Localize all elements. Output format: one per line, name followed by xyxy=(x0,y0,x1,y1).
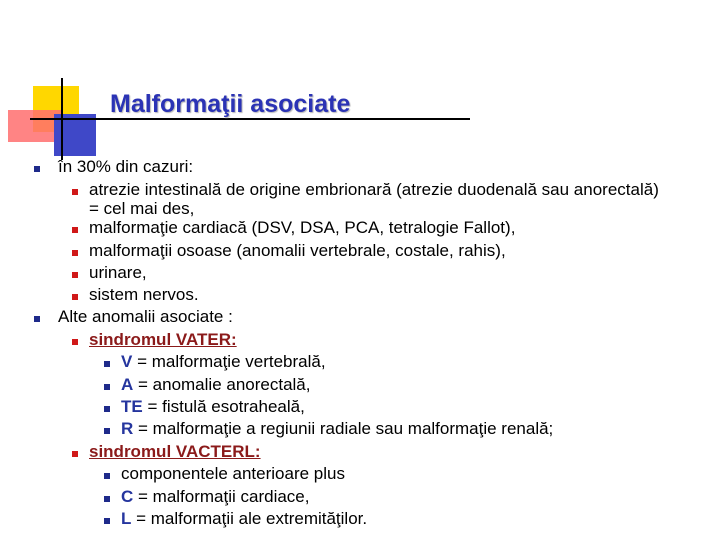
acronym-letter: V xyxy=(121,352,133,371)
list-item-text: = malformaţie a regiunii radiale sau malformaţie renală; xyxy=(133,419,554,438)
bullet-icon xyxy=(34,166,40,172)
list-item-level2: malformaţie cardiacă (DSV, DSA, PCA, tetralogie Fallot), xyxy=(89,218,516,237)
bullet-icon xyxy=(72,227,78,233)
bullet-icon xyxy=(104,384,110,390)
bullet-icon xyxy=(72,272,78,278)
list-item-level2: malformaţii osoase (anomalii vertebrale, costale, rahis), xyxy=(89,241,506,260)
list-item-level2: atrezie intestinală de origine embrionară (atrezie duodenală sau anorectală) xyxy=(89,180,659,199)
syndrome-heading-vacterl: sindromul VACTERL: xyxy=(89,442,261,461)
bullet-icon xyxy=(72,250,78,256)
list-item-text: = malformaţie vertebrală, xyxy=(132,352,326,371)
list-item-level3 xyxy=(121,352,326,372)
bullet-icon xyxy=(72,189,78,195)
list-item-level2: sistem nervos. xyxy=(89,285,199,304)
bullet-icon xyxy=(104,496,110,502)
list-item-level1: în 30% din cazuri: xyxy=(58,157,194,176)
list-item-level3 xyxy=(121,509,367,529)
list-item-level3: componentele anterioare plus xyxy=(121,464,345,483)
bullet-icon xyxy=(104,361,110,367)
list-item-text: = malformaţii ale extremităţilor. xyxy=(131,509,368,528)
page-title: Malformaţii asociate xyxy=(110,90,351,118)
bullet-icon xyxy=(34,316,40,322)
bullet-icon xyxy=(104,428,110,434)
list-item-text: = fistulă esotraheală, xyxy=(142,397,305,416)
list-item-level1: Alte anomalii asociate : xyxy=(58,307,233,326)
bullet-icon xyxy=(72,294,78,300)
list-item-level3 xyxy=(121,397,305,417)
list-item-continuation: = cel mai des, xyxy=(89,199,195,218)
bullet-icon xyxy=(104,518,110,524)
acronym-letter: L xyxy=(121,509,132,528)
acronym-letter: C xyxy=(121,487,134,506)
list-item-text: = malformaţii cardiace, xyxy=(133,487,310,506)
list-item-level2: urinare, xyxy=(89,263,147,282)
acronym-letter: TE xyxy=(121,397,143,416)
bullet-icon xyxy=(72,339,78,345)
list-item-level3 xyxy=(121,375,310,395)
acronym-letter: A xyxy=(121,375,134,394)
bullet-icon xyxy=(104,473,110,479)
list-item-text: = anomalie anorectală, xyxy=(133,375,311,394)
syndrome-heading-vater: sindromul VATER: xyxy=(89,330,237,349)
bullet-icon xyxy=(72,451,78,457)
list-item-level3 xyxy=(121,419,553,439)
list-item-level3 xyxy=(121,487,309,507)
acronym-letter: R xyxy=(121,419,134,438)
bullet-icon xyxy=(104,406,110,412)
